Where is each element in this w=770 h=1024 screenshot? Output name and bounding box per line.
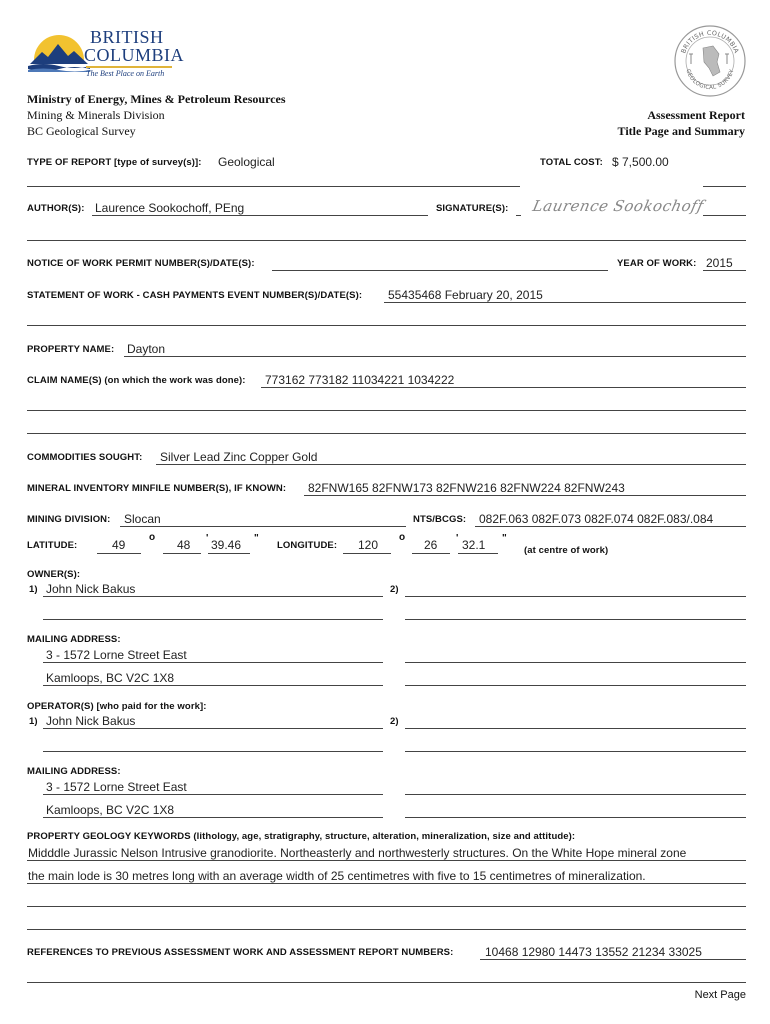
seal-bottom-text: GEOLOGICAL SURVEY [684, 68, 736, 92]
section-divider [27, 240, 746, 241]
longitude-degree-symbol: o [399, 532, 406, 543]
minfile-label: MINERAL INVENTORY MINFILE NUMBER(S), IF KNOWN: [27, 483, 287, 494]
nts-label: NTS/BCGS: [413, 514, 467, 525]
owner-2-number: 2) [390, 584, 399, 595]
statement-label: STATEMENT OF WORK - CASH PAYMENTS EVENT NUMBER(S)/DATE(S): [27, 290, 363, 301]
keywords-line-1[interactable]: Midddle Jurassic Nelson Intrusive granodiorite. Northeasterly and northwesterly structures. On the White Hope mineral zone [28, 846, 687, 860]
latitude-minutes-rule [163, 553, 201, 554]
total-cost-label: TOTAL COST: [540, 157, 603, 168]
type-of-report-field[interactable]: Geological [218, 155, 275, 169]
references-rule-2 [27, 982, 746, 983]
statement-rule [384, 302, 746, 303]
owner-1-number: 1) [29, 584, 38, 595]
operator-1-rule [43, 728, 383, 729]
mailing-address-1-line1[interactable]: 3 - 1572 Lorne Street East [46, 648, 187, 662]
next-page-link[interactable]: Next Page [694, 989, 746, 1001]
latitude-minutes-field[interactable]: 48 [177, 538, 191, 552]
division-name: Mining & Minerals Division [27, 108, 165, 122]
mailing-address-2-rule1b [405, 794, 746, 795]
longitude-degrees-field[interactable]: 120 [358, 538, 379, 552]
longitude-minute-symbol: ' [456, 533, 459, 544]
report-title: Assessment Report [647, 108, 745, 122]
permit-label: NOTICE OF WORK PERMIT NUMBER(S)/DATE(S): [27, 258, 255, 269]
mailing-address-1-label: MAILING ADDRESS: [27, 634, 121, 645]
operator-2-rule [405, 728, 746, 729]
logo-text-columbia: COLUMBIA [84, 45, 185, 65]
claim-names-rule-3 [27, 433, 746, 434]
longitude-minutes-rule [412, 553, 450, 554]
year-of-work-label: YEAR OF WORK: [617, 258, 697, 269]
operators-label: OPERATOR(S) [who paid for the work]: [27, 701, 207, 712]
property-name-rule [124, 356, 746, 357]
centre-of-work-note: (at centre of work) [524, 545, 609, 556]
owner-1-rule [43, 596, 383, 597]
longitude-degrees-rule [343, 553, 391, 554]
year-of-work-rule [703, 270, 746, 271]
survey-name: BC Geological Survey [27, 124, 136, 138]
authors-rule [92, 215, 428, 216]
commodities-label: COMMODITIES SOUGHT: [27, 452, 143, 463]
latitude-label: LATITUDE: [27, 540, 78, 551]
keywords-rule-1 [27, 860, 746, 861]
seal-top-text: BRITISH COLUMBIA [680, 29, 740, 55]
mailing-address-2-rule2 [43, 817, 383, 818]
operator-1-field[interactable]: John Nick Bakus [46, 714, 136, 728]
mailing-address-1-rule2b [405, 685, 746, 686]
latitude-minute-symbol: ' [206, 533, 209, 544]
latitude-seconds-rule [208, 553, 250, 554]
sun-mountains-logo-icon [28, 30, 90, 72]
ministry-name: Ministry of Energy, Mines & Petroleum Resources [27, 92, 286, 106]
operator-2-rule-2 [405, 751, 746, 752]
references-label: REFERENCES TO PREVIOUS ASSESSMENT WORK AND ASSESSMENT REPORT NUMBERS: [27, 947, 454, 958]
minfile-field[interactable]: 82FNW165 82FNW173 82FNW216 82FNW224 82FNW243 [308, 481, 625, 495]
operator-2-number: 2) [390, 716, 399, 727]
longitude-minutes-field[interactable]: 26 [424, 538, 438, 552]
total-cost-field[interactable]: $ 7,500.00 [612, 155, 669, 169]
owner-2-rule-2 [405, 619, 746, 620]
geological-survey-seal-icon [673, 24, 747, 98]
keywords-rule-4 [27, 929, 746, 930]
keywords-line-2[interactable]: the main lode is 30 metres long with an average width of 25 centimetres with five to 15 centimetres of mineralization. [28, 869, 646, 883]
total-cost-rule [703, 186, 746, 187]
longitude-label: LONGITUDE: [277, 540, 338, 551]
report-subtitle: Title Page and Summary [617, 124, 745, 138]
claim-names-rule [261, 387, 746, 388]
owners-label: OWNER(S): [27, 569, 81, 580]
mailing-address-2-line2[interactable]: Kamloops, BC V2C 1X8 [46, 803, 175, 817]
longitude-second-symbol: " [502, 533, 507, 544]
signature-rule-right [703, 215, 746, 216]
mailing-address-2-rule2b [405, 817, 746, 818]
keywords-label: PROPERTY GEOLOGY KEYWORDS (lithology, age, stratigraphy, structure, alteration, mineralization, size and attitude): [27, 831, 576, 842]
longitude-seconds-field[interactable]: 32.1 [462, 538, 486, 552]
mining-division-rule [120, 526, 406, 527]
latitude-seconds-field[interactable]: 39.46 [211, 538, 242, 552]
authors-label: AUTHOR(S): [27, 203, 85, 214]
references-rule [480, 959, 746, 960]
mailing-address-2-label: MAILING ADDRESS: [27, 766, 121, 777]
keywords-rule-3 [27, 906, 746, 907]
nts-field[interactable]: 082F.063 082F.073 082F.074 082F.083/.084 [479, 512, 714, 526]
year-of-work-field[interactable]: 2015 [706, 256, 733, 270]
claim-names-label: CLAIM NAME(S) (on which the work was done): [27, 375, 246, 386]
permit-rule [272, 270, 608, 271]
logo-tagline: The Best Place on Earth [86, 69, 165, 78]
type-of-report-rule [27, 186, 520, 187]
claim-names-rule-2 [27, 410, 746, 411]
latitude-degrees-rule [97, 553, 141, 554]
commodities-rule [156, 464, 746, 465]
operator-1-rule-2 [43, 751, 383, 752]
statement-field[interactable]: 55435468 February 20, 2015 [388, 288, 543, 302]
commodities-field[interactable]: Silver Lead Zinc Copper Gold [160, 450, 318, 464]
keywords-rule-2 [27, 883, 746, 884]
mailing-address-1-line2[interactable]: Kamloops, BC V2C 1X8 [46, 671, 175, 685]
signatures-label: SIGNATURE(S): [436, 203, 509, 214]
mining-division-label: MINING DIVISION: [27, 514, 111, 525]
longitude-seconds-rule [458, 553, 498, 554]
mailing-address-2-line1[interactable]: 3 - 1572 Lorne Street East [46, 780, 187, 794]
mailing-address-1-rule2 [43, 685, 383, 686]
mining-division-field[interactable]: Slocan [124, 512, 161, 526]
property-name-field[interactable]: Dayton [127, 342, 166, 356]
type-of-report-label: TYPE OF REPORT [type of survey(s)]: [27, 157, 202, 168]
mailing-address-2-rule1 [43, 794, 383, 795]
author-signature: Laurence Sookochoff [531, 197, 706, 215]
owner-2-rule [405, 596, 746, 597]
property-name-label: PROPERTY NAME: [27, 344, 115, 355]
latitude-degree-symbol: o [149, 532, 156, 543]
signature-rule-left [516, 215, 521, 216]
nts-rule [475, 526, 746, 527]
mailing-address-1-rule1 [43, 662, 383, 663]
claim-names-field[interactable]: 773162 773182 11034221 1034222 [265, 373, 455, 387]
latitude-second-symbol: " [254, 533, 259, 544]
authors-field[interactable]: Laurence Sookochoff, PEng [95, 201, 245, 215]
logo-tagline-rule [86, 66, 172, 68]
mailing-address-1-rule1b [405, 662, 746, 663]
operator-1-number: 1) [29, 716, 38, 727]
latitude-degrees-field[interactable]: 49 [112, 538, 126, 552]
logo-text-british: BRITISH [90, 27, 164, 47]
owner-1-field[interactable]: John Nick Bakus [46, 582, 136, 596]
references-field[interactable]: 10468 12980 14473 13552 21234 33025 [485, 945, 702, 959]
owner-1-rule-2 [43, 619, 383, 620]
statement-rule-2 [27, 325, 746, 326]
minfile-rule [304, 495, 746, 496]
